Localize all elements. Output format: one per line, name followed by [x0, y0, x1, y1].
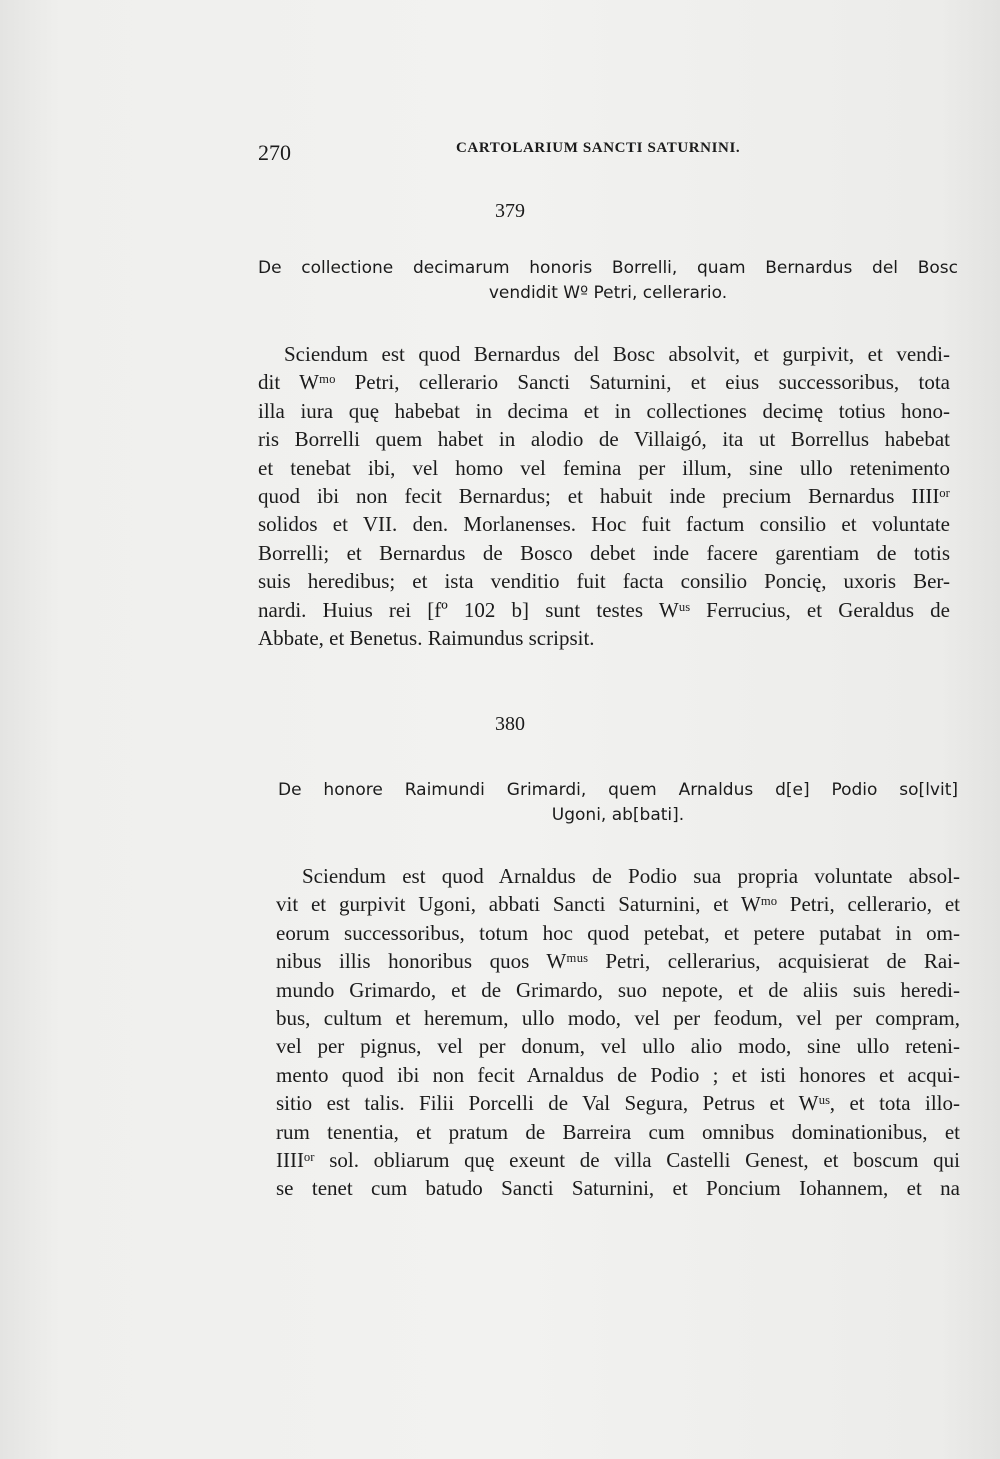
body-line: et tenebat ibi, vel homo vel femina per illum, sine ullo retenimento — [258, 455, 950, 480]
entry-title — [258, 256, 958, 306]
entry-body — [258, 340, 950, 652]
entry-title-line: vendidit Wº Petri, cellerario. — [488, 283, 728, 303]
entry-title-line: Ugoni, ab[bati]. — [551, 805, 685, 825]
entry-title-line: De honore Raimundi Grimardi, quem Arnaldus d[e] Podio so[lvit] — [278, 780, 958, 800]
body-line: nardi. Huius rei [fº 102 b] sunt testes Wᵘˢ Ferrucius, et Geraldus de — [258, 597, 950, 622]
body-line: Sciendum est quod Arnaldus de Podio sua propria voluntate absol- — [302, 864, 960, 888]
entry-title — [278, 778, 958, 828]
body-line: vit et gurpivit Ugoni, abbati Sancti Saturnini, et Wᵐᵒ Petri, cellerario, et — [276, 892, 960, 917]
body-line: vel per pignus, vel per donum, vel ullo alio modo, sine ullo reteni- — [276, 1034, 960, 1059]
body-line: rum tenentia, et pratum de Barreira cum omnibus dominationibus, et — [276, 1119, 960, 1144]
body-line: Abbate, et Benetus. Raimundus scripsit. — [258, 626, 595, 651]
page-number: 270 — [258, 140, 291, 165]
body-line: eorum successoribus, totum hoc quod petebat, et petere putabat in om- — [276, 920, 960, 945]
entry-number: 379 — [495, 200, 525, 222]
body-line: IIIIᵒʳ sol. obliarum quę exeunt de villa Castelli Genest, et boscum qui — [276, 1148, 960, 1173]
body-line: sitio est talis. Filii Porcelli de Val Segura, Petrus et Wᵘˢ, et tota illo- — [276, 1091, 960, 1116]
body-line: mento quod ibi non fecit Arnaldus de Podio ; et isti honores et acqui- — [276, 1062, 960, 1087]
body-line: se tenet cum batudo Sancti Saturnini, et Poncium Iohannem, et na — [276, 1176, 960, 1201]
entry-number: 380 — [495, 713, 525, 735]
body-line: suis heredibus; et ista venditio fuit facta consilio Poncię, uxoris Ber- — [258, 569, 950, 594]
entry-title-line: De collectione decimarum honoris Borrelli, quam Bernardus del Bosc — [258, 258, 958, 278]
page-header — [258, 128, 958, 168]
body-line: bus, cultum et heremum, ullo modo, vel per feodum, vel per compram, — [276, 1006, 960, 1031]
body-line: illa iura quę habebat in decima et in collectiones decimę totius hono- — [258, 398, 950, 423]
body-line: mundo Grimardo, et de Grimardo, suo nepote, et de aliis suis heredi- — [276, 977, 960, 1002]
body-line: solidos et VII. den. Morlanenses. Hoc fuit factum consilio et voluntate — [258, 512, 950, 537]
running-title: CARTOLARIUM SANCTI SATURNINI. — [456, 140, 741, 156]
body-line: quod ibi non fecit Bernardus; et habuit inde precium Bernardus IIIIᵒʳ — [258, 484, 950, 509]
body-line: Borrelli; et Bernardus de Bosco debet inde facere garentiam de totis — [258, 540, 950, 565]
body-line: dit Wᵐᵒ Petri, cellerario Sancti Saturnini, et eius successoribus, tota — [258, 370, 950, 395]
entry-body — [276, 862, 960, 1203]
body-line: ris Borrelli quem habet in alodio de Villaigó, ita ut Borrellus habebat — [258, 427, 950, 452]
body-line: nibus illis honoribus quos Wᵐᵘˢ Petri, cellerarius, acquisierat de Rai- — [276, 949, 960, 974]
body-line: Sciendum est quod Bernardus del Bosc absolvit, et gurpivit, et vendi- — [284, 342, 950, 366]
